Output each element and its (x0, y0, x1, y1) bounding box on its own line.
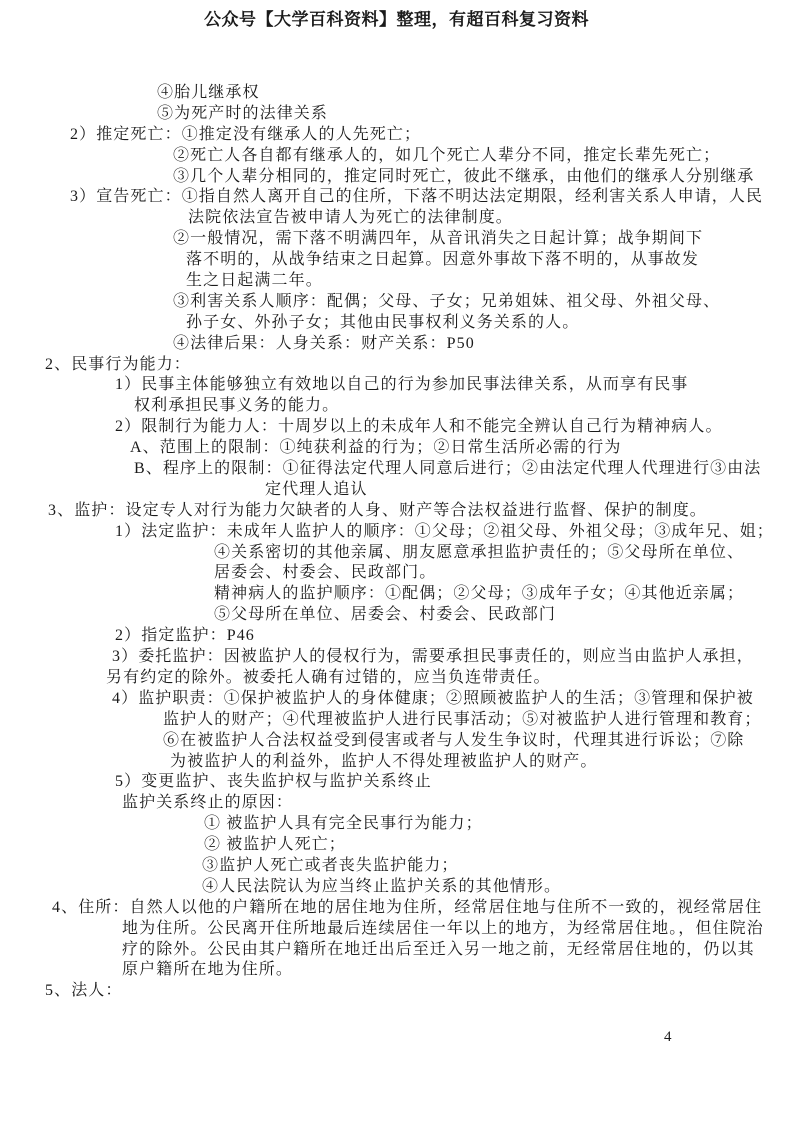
doc-line: 监护关系终止的原因： (122, 794, 294, 812)
doc-line: 原户籍所在地为住所。 (122, 961, 294, 979)
doc-line: ④法律后果：人身关系：财产关系：P50 (173, 334, 475, 352)
doc-line: ③几个人辈分相同的，推定同时死亡，彼此不继承，由他们的继承人分别继承 (173, 167, 755, 185)
doc-line: ④关系密切的其他亲属、朋友愿意承担监护责任的；⑤父母所在单位、 (214, 543, 745, 561)
doc-line: B、程序上的限制：①征得法定代理人同意后进行；②由法定代理人代理进行③由法 (134, 460, 762, 478)
doc-line: 居委会、村委会、民政部门。 (214, 564, 437, 582)
doc-line: 3）宣告死亡：①指自然人离开自己的住所，下落不明达法定期限，经利害关系人申请，人民 (70, 188, 764, 206)
doc-line: ④人民法院认为应当终止监护关系的其他情形。 (202, 877, 562, 895)
doc-line: ②死亡人各自都有继承人的，如几个死亡人辈分不同，推定长辈先死亡； (173, 146, 721, 164)
doc-line: ③利害关系人顺序：配偶；父母、子女；兄弟姐妹、祖父母、外祖父母、 (173, 292, 721, 310)
doc-line: 落不明的，从战争结束之日起算。因意外事故下落不明的，从事故发 (186, 251, 700, 269)
page-number: 4 (664, 1029, 672, 1045)
doc-line: 1）法定监护：未成年人监护人的顺序：①父母；②祖父母、外祖父母；③成年兄、姐； (115, 522, 774, 540)
doc-line: 定代理人追认 (265, 480, 368, 498)
doc-line-section: 4、住所：自然人以他的户籍所在地的居住地为住所，经常居住地与住所不一致的，视经常居住 (52, 898, 763, 916)
doc-line: 为被监护人的利益外，监护人不得处理被监护人的财产。 (170, 752, 598, 770)
doc-line: 2）指定监护：P46 (115, 627, 255, 645)
page-header: 公众号【大学百科资料】整理，有超百科复习资料 (204, 10, 589, 29)
doc-line: ② 被监护人死亡； (204, 836, 346, 854)
doc-line: 监护人的财产；④代理被监护人进行民事活动；⑤对被监护人进行管理和教育； (163, 710, 762, 728)
doc-line: 孙子女、外孙子女；其他由民事权利义务关系的人。 (186, 313, 580, 331)
doc-line: 另有约定的除外。被委托人确有过错的，应当负连带责任。 (106, 668, 551, 686)
doc-line: ④胎儿继承权 (157, 84, 260, 101)
doc-line: A、范围上的限制：①纯获利益的行为；②日常生活所必需的行为 (130, 439, 622, 457)
doc-line: 地为住所。公民离开住所地最后连续居住一年以上的地方，为经常居住地。，但住院治 (122, 919, 764, 937)
doc-line: 3）委托监护：因被监护人的侵权行为，需要承担民事责任的，则应当由监护人承担， (112, 648, 754, 666)
doc-line: ③监护人死亡或者丧失监护能力； (202, 856, 459, 874)
doc-line: 2）限制行为能力人：十周岁以上的未成年人和不能完全辨认自己行为精神病人。 (115, 418, 723, 436)
doc-line: ⑤父母所在单位、居委会、村委会、民政部门 (214, 606, 557, 624)
doc-line: 2）推定死亡：①推定没有继承人的人先死亡； (70, 125, 422, 143)
doc-line: 生之日起满二年。 (186, 272, 323, 290)
doc-line: ⑥在被监护人合法权益受到侵害或者与人发生争议时，代理其进行诉讼；⑦除 (163, 731, 745, 749)
doc-line: 疗的除外。公民由其户籍所在地迁出后至迁入另一地之前，无经常居住地的，仍以其 (122, 940, 755, 958)
document-body (0, 83, 793, 1002)
doc-line: 5）变更监护、丧失监护权与监护关系终止 (115, 773, 432, 791)
doc-line-section: 5、法人： (45, 982, 123, 1000)
doc-line: ⑤为死产时的法律关系 (157, 104, 329, 122)
doc-line: ① 被监护人具有完全民事行为能力； (204, 815, 483, 833)
doc-line: 精神病人的监护顺序：①配偶；②父母；③成年子女；④其他近亲属； (214, 585, 745, 603)
doc-line: 1）民事主体能够独立有效地以自己的行为参加民事法律关系，从而享有民事 (115, 376, 689, 394)
doc-line: 4）监护职责：①保护被监护人的身体健康；②照顾被监护人的生活；③管理和保护被 (112, 689, 754, 707)
doc-line: 法院依法宣告被申请人为死亡的法律制度。 (188, 209, 513, 227)
doc-line-section: 2、民事行为能力： (45, 355, 191, 373)
doc-line-section: 3、监护：设定专人对行为能力欠缺者的人身、财产等合法权益进行监督、保护的制度。 (48, 501, 707, 519)
doc-line: 权利承担民事义务的能力。 (134, 397, 340, 415)
doc-line: ②一般情况，需下落不明满四年，从音讯消失之日起计算；战争期间下 (173, 230, 704, 248)
